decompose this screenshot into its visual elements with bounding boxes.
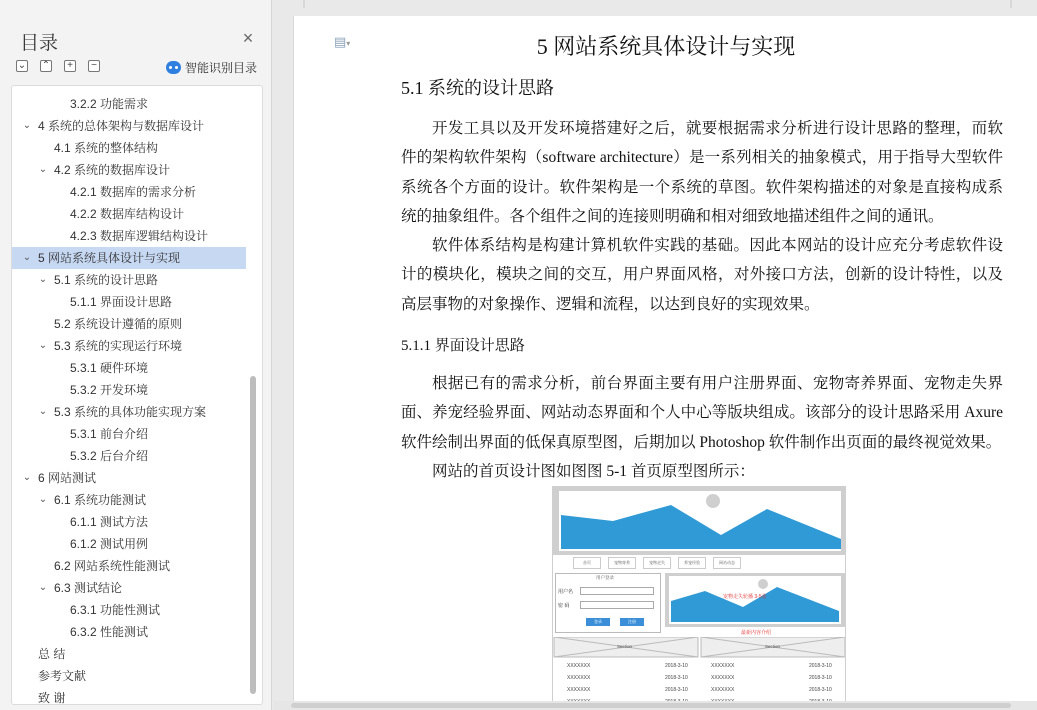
toc-item[interactable] (12, 489, 246, 511)
smart-toc-button[interactable] (166, 59, 257, 76)
document-page[interactable] (293, 16, 1037, 710)
chevron-down-icon[interactable]: ⌄ (38, 582, 48, 593)
toc-item[interactable] (12, 159, 246, 181)
toc-item-label: 5.3 系统的实现运行环境 (54, 339, 183, 353)
figure-login-title: 用户登录 (596, 575, 614, 580)
toc-item-label: 6.1.1 测试方法 (70, 515, 149, 529)
figure-nav-foster: 宠物寄养 (608, 557, 636, 569)
toc-item-label: 6 网站测试 (38, 471, 97, 485)
toc-item[interactable] (12, 555, 246, 577)
figure-row-name: XXXXXXX (567, 675, 591, 681)
toc-item[interactable] (12, 93, 246, 115)
toc-item-label: 5.3.1 硬件环境 (70, 361, 149, 375)
toc-list-container (11, 85, 263, 705)
toc-item[interactable] (12, 533, 246, 555)
figure-right-list-header: Section (765, 644, 781, 649)
page-corner-marks (273, 0, 1037, 16)
paragraph-2: 软件体系结构是构建计算机软件实践的基础。因此本网站的设计应充分考虑软件设计的模块化，模块之间的交互，用户界面风格，对外接口方法，创新的设计特性，以及高层事物的对象操作、逻辑和流程，以达到良好的实现效果。 (401, 237, 1003, 313)
figure-row-date: 2018-3-10 (809, 687, 832, 693)
toc-item[interactable] (12, 115, 246, 137)
figure-row-date: 2018-3-10 (665, 675, 688, 681)
chevron-down-icon[interactable]: ⌄ (22, 472, 32, 483)
section-heading-5-1-1: 5.1.1 界面设计思路 (401, 338, 525, 354)
toc-item[interactable] (12, 181, 246, 203)
figure-login-button: 登录 (586, 618, 610, 626)
figure-carousel-image (665, 573, 845, 627)
toc-item-label: 5.3.2 开发环境 (70, 383, 149, 397)
toc-item-label: 4 系统的总体架构与数据库设计 (38, 119, 205, 133)
toc-item-label: 4.1 系统的整体结构 (54, 141, 159, 155)
toc-item[interactable] (12, 665, 246, 687)
paragraph-4: 网站的首页设计图如图图 5-1 首页原型图所示： (432, 463, 755, 480)
robot-icon (166, 61, 181, 74)
chevron-down-icon[interactable]: ⌄ (38, 340, 48, 351)
close-icon[interactable]: × (242, 28, 254, 48)
toc-item-label: 4.2.1 数据库的需求分析 (70, 185, 197, 199)
toc-item[interactable] (12, 423, 246, 445)
toc-item-label: 5 网站系统具体设计与实现 (38, 251, 181, 265)
chevron-down-icon[interactable]: ⌄ (38, 494, 48, 505)
page-title: 5 网站系统具体设计与实现 (536, 34, 796, 59)
figure-carousel-caption: 宠物走失轮播 3-5张 (723, 594, 767, 600)
banner-image (553, 487, 846, 555)
figure-password-input (580, 601, 654, 609)
toc-item-label: 5.3 系统的具体功能实现方案 (54, 405, 207, 419)
toc-item[interactable] (12, 621, 246, 643)
toc-item[interactable] (12, 225, 246, 247)
figure-password-label: 密 码 (558, 603, 570, 609)
toc-item[interactable] (12, 335, 246, 357)
toc-item-label: 6.3.1 功能性测试 (70, 603, 161, 617)
toc-item[interactable] (12, 687, 246, 705)
horizontal-scrollbar[interactable] (273, 701, 1037, 710)
chevron-down-icon[interactable]: ⌄ (38, 406, 48, 417)
toc-item-label: 总 结 (38, 647, 66, 661)
chevron-down-icon[interactable]: ⌄ (22, 120, 32, 131)
figure-nav-experience: 养宠经验 (678, 557, 706, 569)
figure-left-list-header: Section (617, 644, 633, 649)
toc-item-label: 6.3.2 性能测试 (70, 625, 149, 639)
toc-item-label: 参考文献 (38, 669, 87, 683)
toc-item-label: 3.2.2 功能需求 (70, 97, 149, 111)
toc-item-label: 6.3 测试结论 (54, 581, 123, 595)
toc-item[interactable] (12, 269, 246, 291)
figure-row-name: XXXXXXX (567, 687, 591, 693)
figure-nav-news: 网站动态 (713, 557, 741, 569)
paragraph-3: 根据已有的需求分析，前台界面主要有用户注册界面、宠物寄养界面、宠物走失界面、养宠经验界面、网站动态界面和个人中心等版块组成。该部分的设计思路采用 Axure 软件绘制出界面的低保真原型图，后期加以 Photoshop 软件制作出页面的最终视觉效果。 (401, 375, 1003, 451)
figure-row-date: 2018-3-10 (665, 663, 688, 669)
figure-row-name: XXXXXXX (711, 663, 735, 669)
toc-item-label: 5.2 系统设计遵循的原则 (54, 317, 183, 331)
expand-all-icon[interactable]: ⌄ (17, 60, 27, 71)
figure-register-button: 注册 (620, 618, 644, 626)
chevron-down-icon[interactable]: ⌄ (22, 252, 32, 263)
paragraph-1: 开发工具以及开发环境搭建好之后，就要根据需求分析进行设计思路的整理，而软件的架构软件架构（software architecture）是一系列相关的抽象模式，用于指导大型软件系统各个方面的设计。软件架构是一个系统的草图。软件架构描述的对象是直接构成系统的抽象组件。各个组件之间的连接则明确和相对细致地描述组件之间的通讯。 (401, 120, 1003, 225)
toc-item[interactable] (12, 577, 246, 599)
toc-item[interactable] (12, 203, 246, 225)
toc-item-label: 5.3.2 后台介绍 (70, 449, 149, 463)
toc-item-label: 6.1.2 测试用例 (70, 537, 149, 551)
toc-item-label: 4.2.2 数据库结构设计 (70, 207, 185, 221)
chevron-down-icon[interactable]: ⌄ (38, 274, 48, 285)
section-heading-5-1: 5.1 系统的设计思路 (401, 78, 554, 98)
figure-username-label: 用户名 (558, 589, 574, 595)
figure-row-name: XXXXXXX (567, 663, 591, 669)
document-icon[interactable]: ▤▾ (334, 34, 351, 49)
toc-item[interactable] (12, 357, 246, 379)
smart-toc-label: 智能识别目录 (185, 61, 258, 75)
add-heading-icon[interactable]: + (64, 60, 76, 72)
figure-news-caption: 最新内容介绍 (741, 630, 772, 636)
toc-item[interactable] (12, 247, 246, 269)
toc-item[interactable] (12, 599, 246, 621)
figure-row-date: 2018-3-10 (809, 675, 832, 681)
figure-row-name: XXXXXXX (711, 687, 735, 693)
remove-heading-icon[interactable]: − (88, 60, 100, 72)
figure-row-date: 2018-3-10 (665, 687, 688, 693)
toc-item[interactable] (12, 643, 246, 665)
toc-item-label: 4.2 系统的数据库设计 (54, 163, 171, 177)
toc-panel (0, 0, 272, 710)
toc-item-label: 5.1.1 界面设计思路 (70, 295, 173, 309)
toc-item-label: 6.1 系统功能测试 (54, 493, 147, 507)
figure-nav-home: 首页 (573, 557, 601, 569)
toc-scrollbar[interactable] (250, 376, 256, 694)
toc-item[interactable] (12, 467, 246, 489)
figure-nav-lost: 宠物走失 (643, 557, 671, 569)
toc-item-label: 6.2 网站系统性能测试 (54, 559, 171, 573)
toc-item-label: 5.3.1 前台介绍 (70, 427, 149, 441)
toc-item-label: 致 谢 (38, 691, 66, 705)
horizontal-scrollbar-thumb[interactable] (291, 703, 1011, 708)
toc-item[interactable] (12, 511, 246, 533)
toc-item[interactable] (12, 379, 246, 401)
toc-title: 目录 (20, 33, 59, 54)
toc-item-label: 4.2.3 数据库逻辑结构设计 (70, 229, 209, 243)
document-area (273, 0, 1037, 710)
toc-list (12, 93, 246, 705)
toc-item[interactable] (12, 137, 246, 159)
figure-login-box (555, 573, 661, 633)
figure-username-input (580, 587, 654, 595)
toc-item-label: 5.1 系统的设计思路 (54, 273, 159, 287)
toc-item[interactable] (12, 401, 246, 423)
chevron-down-icon[interactable]: ⌄ (38, 164, 48, 175)
homepage-prototype-figure (552, 486, 846, 710)
figure-row-name: XXXXXXX (711, 675, 735, 681)
toc-item[interactable] (12, 291, 246, 313)
collapse-all-icon[interactable]: ⌃ (41, 60, 51, 71)
toc-item[interactable] (12, 313, 246, 335)
toc-item[interactable] (12, 445, 246, 467)
figure-row-date: 2018-3-10 (809, 663, 832, 669)
figure-list-headers (553, 637, 846, 659)
